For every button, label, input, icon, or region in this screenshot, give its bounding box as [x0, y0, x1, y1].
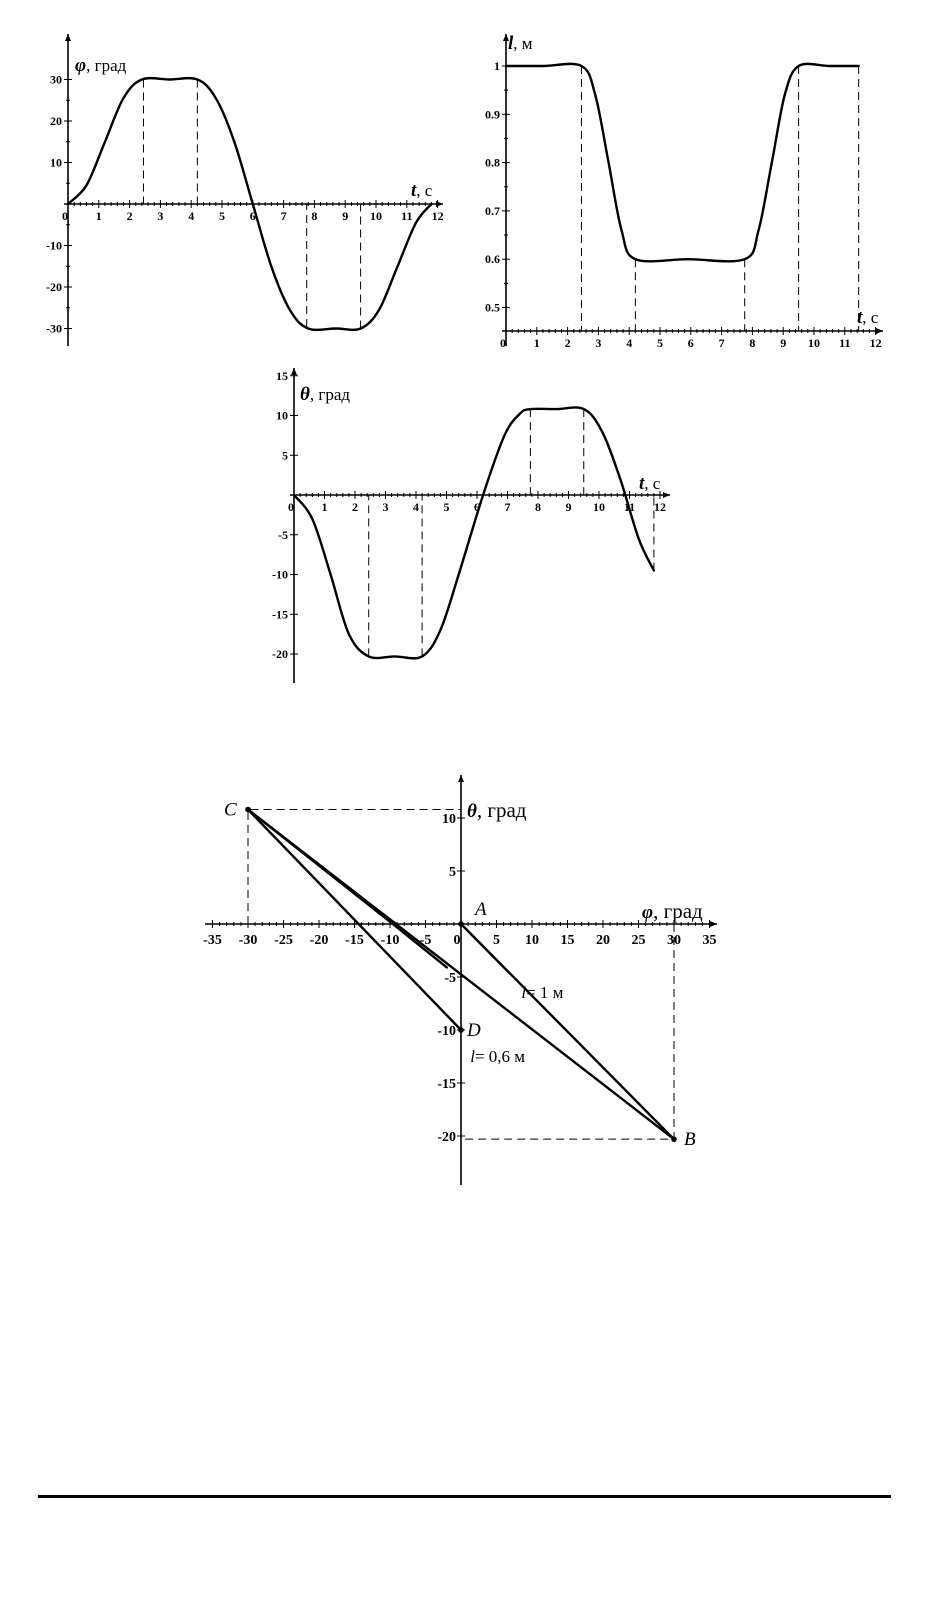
phase-y-arrow — [458, 775, 464, 782]
theta-y-tick-label: -10 — [272, 567, 288, 582]
phi-y-tick-label: -20 — [46, 280, 62, 294]
theta-x-tick-label: 8 — [535, 500, 541, 514]
len-y-tick-label: 0.6 — [485, 252, 500, 267]
theta-x-tick-label: 9 — [565, 500, 572, 514]
theta-x-tick-label: 11 — [623, 500, 636, 514]
phase-y-tick-label: 10 — [442, 812, 456, 827]
phase-x-tick-label: -25 — [274, 933, 293, 948]
len-x-tick-label: 10 — [808, 336, 820, 350]
footer-rule — [38, 1495, 891, 1498]
phase-x-tick-label: 30 — [667, 933, 681, 948]
phi-x-tick-label: 9 — [342, 209, 349, 223]
len-x-tick-label: 3 — [595, 336, 602, 350]
phase-x-tick-label: 5 — [493, 933, 500, 948]
theta-y-arrow — [291, 368, 297, 375]
len-chart — [485, 33, 883, 350]
len-series-line — [506, 64, 859, 261]
phase-y-tick-label: -20 — [437, 1130, 456, 1145]
phi-y-label: φ, град — [75, 55, 127, 76]
phi-x-tick-label: 12 — [431, 209, 444, 223]
len-x-tick-label: 8 — [749, 336, 756, 350]
len-x-tick-label: 0 — [500, 336, 506, 350]
point-A — [458, 921, 464, 927]
phi-x-tick-label: 8 — [311, 209, 318, 223]
phi-x-tick-label: 0 — [62, 209, 68, 223]
len-x-tick-label: 9 — [780, 336, 787, 350]
len-y-tick-label: 0.9 — [485, 107, 500, 122]
phase-segment — [393, 924, 447, 967]
len-x-arrow — [876, 328, 883, 334]
point-label-D: D — [467, 1020, 481, 1041]
len-x-tick-label: 6 — [687, 336, 694, 350]
phase-x-tick-label: 25 — [631, 933, 646, 948]
len-y-label: l, м — [508, 33, 533, 54]
phase-chart — [203, 775, 717, 1185]
phase-x-arrow — [710, 921, 717, 927]
len-x-tick-label: 2 — [564, 336, 571, 350]
phi-x-tick-label: 2 — [126, 209, 133, 223]
phase-x-label: φ, град — [642, 899, 703, 923]
theta-chart — [272, 368, 670, 683]
point-label-B: B — [684, 1129, 696, 1151]
phase-x-tick-label: -10 — [380, 933, 400, 948]
point-C — [245, 807, 251, 813]
phase-x-tick-label: 0 — [453, 933, 461, 948]
phi-x-tick-label: 3 — [157, 209, 164, 223]
phase-x-tick-label: 15 — [560, 933, 575, 948]
phase-guide-C — [248, 810, 461, 924]
phase-x-tick-label: 35 — [702, 933, 717, 948]
len-x-tick-label: 12 — [869, 336, 882, 350]
theta-x-tick-label: 12 — [654, 500, 666, 514]
theta-x-tick-label: 1 — [321, 500, 328, 514]
phase-x-tick-label: -5 — [419, 933, 432, 948]
theta-y-label: θ, град — [300, 384, 351, 405]
point-label-A: A — [475, 899, 487, 920]
len-x-tick-label: 5 — [657, 336, 663, 350]
phase-x-tick-label: -15 — [345, 933, 364, 948]
phase-segment — [248, 810, 461, 1030]
phase-segment — [461, 924, 674, 1139]
phi-x-label: t, с — [411, 180, 433, 201]
len-y-tick-label: 1 — [494, 59, 500, 73]
theta-x-tick-label: 7 — [504, 500, 511, 514]
phi-y-arrow — [65, 34, 71, 41]
phase-y-label: θ, град — [467, 797, 527, 822]
phi-y-tick-label: 10 — [50, 155, 62, 170]
phase-y-tick-label: -15 — [437, 1077, 456, 1092]
len-x-tick-label: 1 — [533, 336, 540, 350]
len-x-tick-label: 11 — [839, 336, 851, 350]
phi-x-arrow — [436, 201, 443, 207]
annotation-l1: l= 1 м — [521, 983, 564, 1003]
phase-y-tick-label: -5 — [444, 971, 456, 986]
phase-y-tick-label: -10 — [437, 1024, 456, 1039]
phi-y-tick-label: -30 — [46, 321, 62, 336]
phi-x-tick-label: 1 — [95, 209, 102, 223]
theta-x-tick-label: 2 — [352, 500, 358, 514]
len-y-tick-label: 0.7 — [485, 203, 500, 218]
phase-x-tick-label: -20 — [309, 933, 329, 948]
phi-x-tick-label: 10 — [370, 209, 382, 223]
phi-y-tick-label: -10 — [46, 238, 62, 253]
phi-chart — [46, 34, 444, 346]
theta-x-tick-label: 0 — [288, 500, 294, 514]
len-x-tick-label: 4 — [626, 336, 633, 350]
theta-y-tick-label: 15 — [276, 368, 288, 383]
len-y-tick-label: 0.8 — [485, 155, 500, 170]
theta-x-tick-label: 4 — [413, 500, 419, 514]
len-x-label: t, с — [857, 307, 879, 328]
point-D — [458, 1027, 464, 1033]
phi-x-tick-label: 11 — [401, 209, 413, 223]
phase-x-tick-label: -30 — [238, 933, 258, 948]
theta-x-tick-label: 10 — [593, 500, 605, 514]
phase-segment — [248, 810, 393, 924]
phase-x-tick-label: 10 — [525, 933, 539, 948]
annotation-l06: l= 0,6 м — [470, 1046, 526, 1066]
phi-x-tick-label: 7 — [280, 209, 287, 223]
point-B — [671, 1136, 677, 1142]
theta-y-tick-label: -20 — [272, 647, 288, 661]
theta-x-arrow — [663, 492, 670, 498]
phi-y-tick-label: 20 — [50, 114, 62, 128]
theta-x-tick-label: 5 — [443, 500, 450, 514]
theta-y-tick-label: -15 — [272, 607, 288, 622]
theta-y-tick-label: -5 — [278, 527, 288, 542]
theta-series-line — [294, 407, 654, 658]
len-y-tick-label: 0.5 — [485, 300, 500, 315]
phi-x-tick-label: 5 — [219, 209, 225, 223]
phi-x-tick-label: 6 — [249, 209, 256, 223]
phase-y-tick-label: 5 — [449, 865, 456, 880]
point-label-C: C — [224, 799, 237, 821]
theta-y-tick-label: 5 — [282, 448, 288, 463]
theta-x-tick-label: 3 — [382, 500, 389, 514]
phi-y-tick-label: 30 — [50, 72, 62, 87]
phase-x-tick-label: -35 — [203, 933, 222, 948]
theta-x-label: t, с — [639, 473, 661, 494]
theta-x-tick-label: 6 — [474, 500, 480, 514]
phi-x-tick-label: 4 — [188, 209, 195, 223]
phase-x-tick-label: 20 — [596, 933, 610, 948]
len-x-tick-label: 7 — [718, 336, 725, 350]
theta-y-tick-label: 10 — [276, 408, 288, 423]
